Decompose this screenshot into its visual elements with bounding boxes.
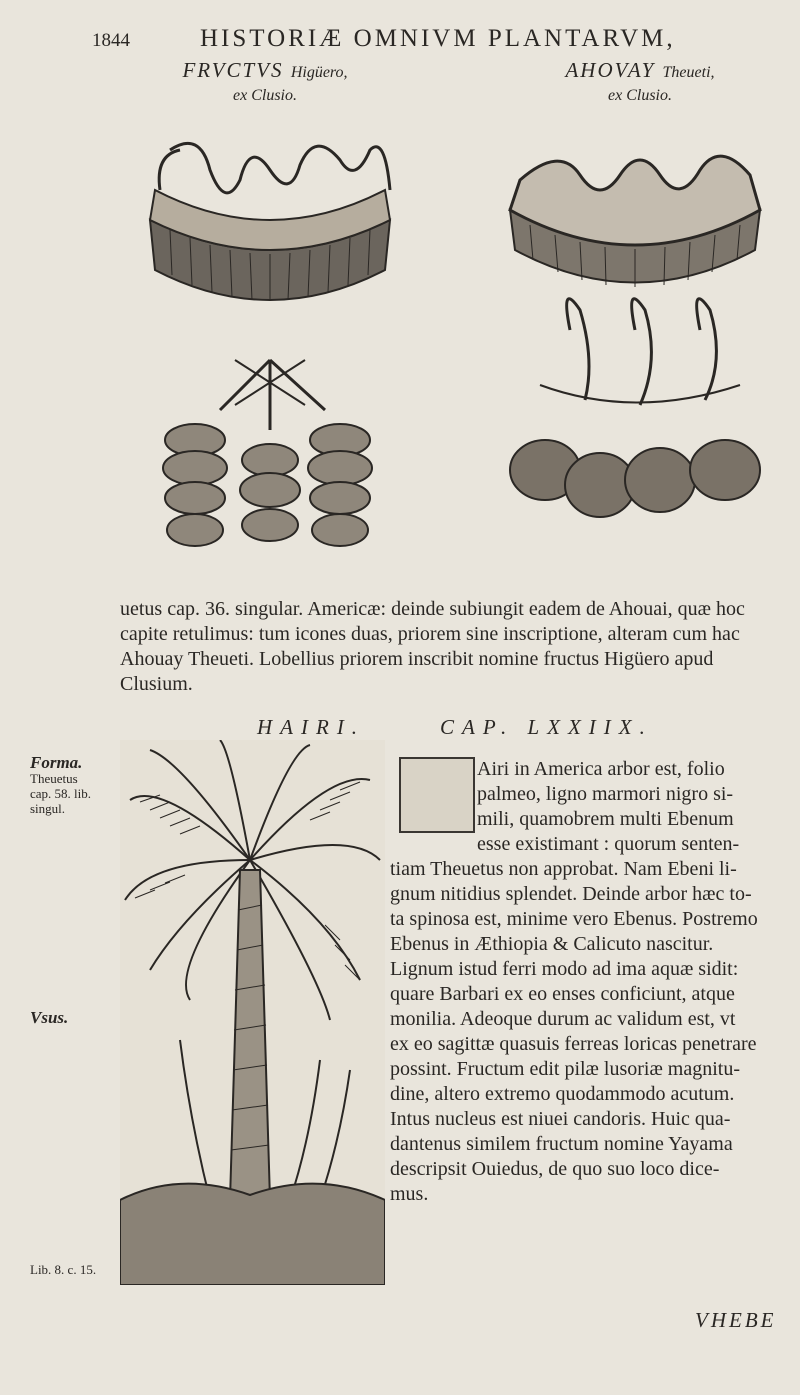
chapter-title: HAIRI. (257, 715, 366, 739)
article-line: quare Barbari ex eo enses conficiunt, atque (390, 983, 735, 1005)
chapter-number: CAP. LXXIIX. (440, 715, 653, 739)
article-body-block (390, 857, 788, 1207)
figure-title-left: FRVCTVS (182, 58, 284, 82)
page-number: 1844 (92, 30, 130, 51)
fruit-girdle-woodcut-left (140, 130, 400, 570)
article-line: Lignum istud ferri modo ad ima aquæ sidit: (390, 958, 739, 980)
article-line: monilia. Adeoque durum ac validum est, vt (390, 1008, 736, 1030)
decorated-initial-box (399, 757, 475, 833)
figure-title-right: AHOVAY (565, 58, 656, 82)
figure-subtitle-right: ex Clusio. (608, 87, 672, 104)
running-title: HISTORIÆ OMNIVM PLANTARVM, (200, 25, 676, 52)
article-line: mili, quamobrem multi Ebenum (477, 808, 734, 830)
article-line: mus. (390, 1183, 429, 1205)
margin-note-lib: Lib. 8. c. 15. (30, 1262, 97, 1277)
figure-subtitle-left: ex Clusio. (233, 87, 297, 104)
intro-line: uetus cap. 36. singular. Americæ: deinde subiungit eadem de Ahouai, quæ hoc (120, 598, 745, 620)
article-line: tiam Theuetus non approbat. Nam Ebeni li- (390, 858, 737, 880)
fruit-girdle-woodcut-right (500, 130, 775, 550)
article-line: gnum nitidius splendet. Deinde arbor hæc to- (390, 883, 752, 905)
article-line: dine, altero extremo quodammodo acutum. (390, 1083, 735, 1105)
catchword: VHEBE (695, 1308, 777, 1332)
article-line: Airi in America arbor est, folio (477, 758, 725, 780)
intro-line: capite retulimus: tum icones duas, priorem sine inscriptione, alteram cum hac (120, 623, 740, 645)
article-line: ex eo sagittæ quasuis ferreas loricas penetrare (390, 1033, 757, 1055)
article-intro-block (477, 757, 787, 857)
margin-note-forma (30, 755, 120, 816)
margin-ref-line: singul. (30, 801, 66, 816)
margin-label-forma: Forma. (30, 753, 83, 772)
intro-line: Ahouay Theueti. Lobellius priorem inscribit nomine fructus Higüero apud (120, 648, 714, 670)
article-line: descripsit Ouiedus, de quo suo loco dice- (390, 1158, 720, 1180)
article-line: ta spinosa est, minime vero Ebenus. Postremo (390, 908, 758, 930)
article-line: Intus nucleus est niuei candoris. Huic qua- (390, 1108, 731, 1130)
palm-tree-woodcut (120, 740, 385, 1285)
article-line: possint. Fructum edit pilæ lusoriæ magnitu- (390, 1058, 740, 1080)
margin-ref-line: Theuetus (30, 771, 78, 786)
article-line: palmeo, ligno marmori nigro si- (477, 783, 734, 805)
article-line: dantenus similem fructum nomine Yayama (390, 1133, 733, 1155)
figure-title-right-small: Theueti, (662, 64, 715, 81)
figure-caption-right (510, 58, 770, 105)
intro-paragraph (120, 597, 790, 697)
figure-caption-left (140, 58, 390, 105)
article-line: esse existimant : quorum senten- (477, 833, 740, 855)
intro-line: Clusium. (120, 673, 193, 695)
article-line: Ebenus in Æthiopia & Calicuto nascitur. (390, 933, 714, 955)
figure-title-left-small: Higüero, (290, 64, 348, 81)
margin-ref-line: cap. 58. lib. (30, 786, 92, 801)
margin-label-usus: Vsus. (30, 1008, 69, 1027)
margin-note-usus (30, 1010, 68, 1026)
